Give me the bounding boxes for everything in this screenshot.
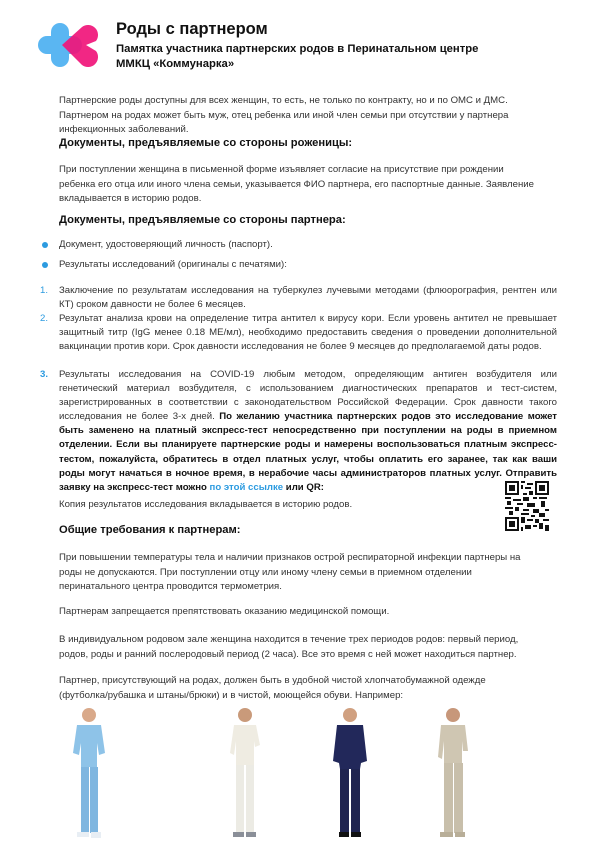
express-test-link[interactable]: по этой ссылке [209, 481, 284, 493]
general-paragraph-2: Партнерам запрещается препятствовать оказанию медицинской помощи. [59, 606, 390, 617]
express-test-note: По желанию участника партнерских родов это исследование может быть заменено на платный экспресс-тест непосредственно при поступлении на роды в приемном отделении. Если вы планируете партнерские роды и намерены воспользоваться платным экспресс-тестом, пожалуйста, обратитесь в отдел платных услуг, чтобы оплатить его заранее, так как ваши роды могут начаться в ночное время, в нерабочие часы администраторов платных услуг. Отправить заявку на экспресс-тест можно [59, 411, 558, 493]
document-header [38, 14, 598, 78]
kommunarka-logo-icon [38, 19, 100, 71]
numbered-item-2: 2. Результат анализа крови на определение титра антител к вирусу кори. Если уровень антител не превышает защитный титр (IgG менее 0.18 МЕ/мл), необходимо предоставить сведения о проведении дополнительной вакцинации против кори. Срок давности исследования не более 9 месяцев до предполагаемой даты родов. [40, 313, 557, 353]
copy-note: Копия результатов исследования вкладывается в историю родов. [59, 499, 353, 510]
person-navy-suit-icon [325, 705, 375, 845]
general-paragraph-4: Партнер, присутствующий на родах, должен быть в удобной чистой хлопчатобумажной одежде (футболка/рубашка и штаны/брюки) и в чистой, моющейся обуви. Например: [59, 675, 486, 701]
bullet-dot-icon [42, 262, 48, 268]
person-beige-linen-icon [428, 705, 478, 845]
person-light-blue-scrubs-icon [63, 705, 113, 845]
heading-mother-documents: Документы, предъявляемые со стороны роженицы: [59, 137, 353, 149]
clothing-examples [60, 705, 540, 845]
heading-partner-documents: Документы, предъявляемые со стороны партнера: [59, 214, 346, 226]
mother-documents-paragraph: При поступлении женщина в письменной форме изъявляет согласие на присутствие при рождении ребенка его отца или иного члена семьи, указывается ФИО партнера, его паспортные данные. Заявление вкладывается в историю родов. [59, 164, 534, 205]
bullet-dot-icon [42, 242, 48, 248]
page-subtitle: Памятка участника партнерских родов в Перинатальном центре ММКЦ «Коммунарка» [116, 43, 479, 70]
intro-paragraph: Партнерские роды доступны для всех женщин, то есть, не только по контракту, но и по ОМС и ДМС. Партнером на родах может быть муж, отец ребенка или иной член семьи при отсутствии у партнера инфекционных заболеваний. [59, 95, 509, 136]
general-paragraph-3: В индивидуальном родовом зале женщина находится в течение трех периодов родов: первый период, родов, роды и ранний послеродовый период (2 часа). Все это время с ней может находиться партнер. [59, 634, 519, 660]
page-title: Роды с партнером [116, 20, 268, 38]
qr-code-icon[interactable] [505, 481, 549, 531]
numbered-item-3: 3. Результаты исследования на COVID-19 любым методом, определяющим антиген возбудителя или генетический материал возбудителя, с использованием диагностических препаратов и тест-систем, зарегистрированных в соответствии с законодательством Российской Федерации. Срок давности такого исследования не более 3-х дней. По желанию участника партнерских родов это исследование может быть заменено на платный экспресс-тест непосредственно при поступлении на роды в приемном отделении. Если вы планируете партнерские роды и намерены воспользоваться платным экспресс-тестом, пожалуйста, обратитесь в отдел платных услуг, чтобы оплатить его заранее, так как ваши роды могут начаться в ночное время, в нерабочие часы администраторов платных услуг. Отправить заявку на экспресс-тест можно по этой ссылке или QR: [40, 369, 558, 493]
person-white-tshirt-pants-icon [220, 705, 270, 845]
general-paragraph-1: При повышении температуры тела и наличии признаков острой респираторной инфекции партнеры на роды не допускаются. При поступлении отцу или иному члену семьи в приемном отделении перинатального центра проводится термометрия. [59, 552, 521, 593]
numbered-item-1: 1. Заключение по результатам исследования на туберкулез лучевыми методами (флюорография, рентген или КТ) сроком давности не более 6 месяцев. [40, 285, 557, 311]
heading-general-requirements: Общие требования к партнерам: [59, 524, 241, 536]
